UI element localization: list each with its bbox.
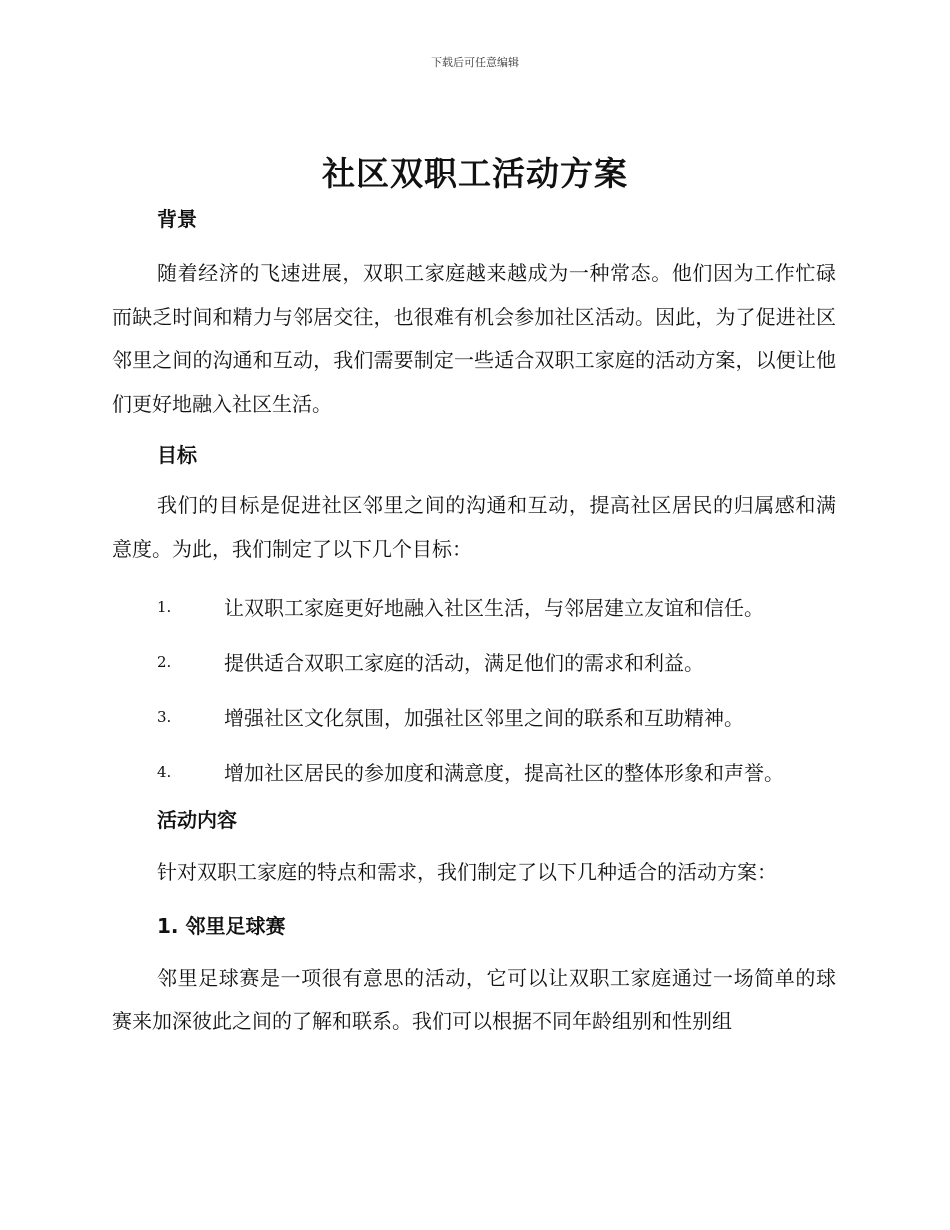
section-heading-activities: 活动内容	[157, 808, 237, 832]
list-item-number: 1.	[157, 597, 172, 616]
activities-paragraph: 针对双职工家庭的特点和需求，我们制定了以下几种适合的活动方案：	[157, 860, 777, 884]
subsection-heading-football: 1. 邻里足球赛	[157, 913, 286, 938]
section-heading-goals: 目标	[157, 443, 197, 467]
list-item-text: 让双职工家庭更好地融入社区生活，与邻居建立友谊和信任。	[224, 596, 764, 620]
goals-list	[112, 579, 836, 799]
document-title: 社区双职工活动方案	[322, 154, 628, 193]
document-body	[112, 198, 836, 1044]
list-item-text: 增加社区居民的参加度和满意度，提高社区的整体形象和声誉。	[224, 761, 784, 785]
section-heading-background: 背景	[157, 207, 197, 231]
list-item-number: 2.	[157, 652, 172, 671]
list-item	[112, 579, 836, 634]
list-item-number: 4.	[157, 762, 172, 781]
list-item	[112, 634, 836, 689]
list-item	[112, 744, 836, 799]
list-item-number: 3.	[157, 707, 172, 726]
list-item-text: 提供适合双职工家庭的活动，满足他们的需求和利益。	[224, 651, 704, 675]
list-item-text: 增强社区文化氛围，加强社区邻里之间的联系和互助精神。	[224, 706, 744, 730]
football-paragraph: 邻里足球赛是一项很有意思的活动，它可以让双职工家庭通过一场简单的球赛来加深彼此之间的了解和联系。我们可以根据不同年龄组别和性别组	[112, 965, 836, 1033]
goals-paragraph: 我们的目标是促进社区邻里之间的沟通和互动，提高社区居民的归属感和满意度。为此，我们制定了以下几个目标：	[112, 493, 836, 561]
list-item	[112, 689, 836, 744]
background-paragraph: 随着经济的飞速进展，双职工家庭越来越成为一种常态。他们因为工作忙碌而缺乏时间和精力与邻居交往，也很难有机会参加社区活动。因此，为了促进社区邻里之间的沟通和互动，我们需要制定一些适合双职工家庭的活动方案，以便让他们更好地融入社区生活。	[112, 261, 836, 416]
page-header-note: 下载后可任意编辑	[431, 56, 519, 69]
